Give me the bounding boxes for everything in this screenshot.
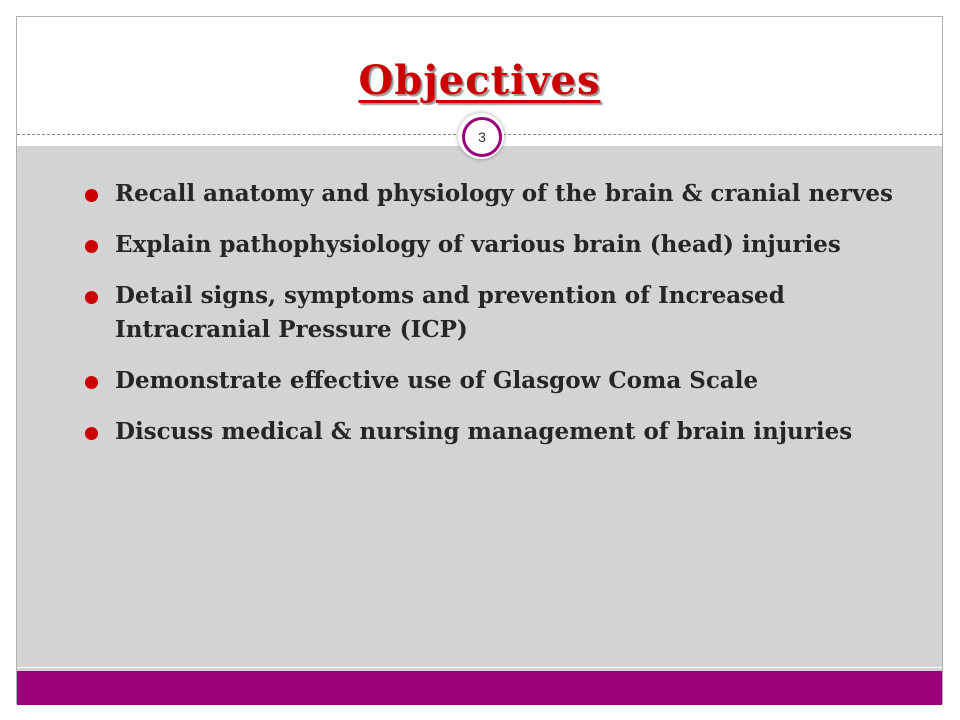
bullet-text: Recall anatomy and physiology of the brain & cranial nerves [115, 180, 893, 207]
bullet-dot-icon [85, 291, 98, 304]
slide-frame [16, 16, 943, 704]
slide-title: Objectives [358, 57, 601, 104]
list-item [85, 177, 925, 211]
page-number-badge [462, 117, 502, 157]
objectives-list [85, 177, 925, 466]
footer-bar [17, 671, 942, 705]
bullet-text: Explain pathophysiology of various brain (head) injuries [115, 231, 841, 258]
bullet-dot-icon [85, 240, 98, 253]
list-item [85, 279, 925, 347]
page-number: 3 [478, 129, 486, 145]
list-item [85, 228, 925, 262]
footer-divider [17, 667, 942, 668]
bullet-text: Discuss medical & nursing management of brain injuries [115, 418, 853, 445]
bullet-dot-icon [85, 376, 98, 389]
list-item [85, 364, 925, 398]
bullet-dot-icon [85, 189, 98, 202]
bullet-text: Demonstrate effective use of Glasgow Coma Scale [115, 367, 759, 394]
bullet-text: Detail signs, symptoms and prevention of Increased Intracranial Pressure (ICP) [115, 282, 785, 343]
list-item [85, 415, 925, 449]
bullet-dot-icon [85, 427, 98, 440]
